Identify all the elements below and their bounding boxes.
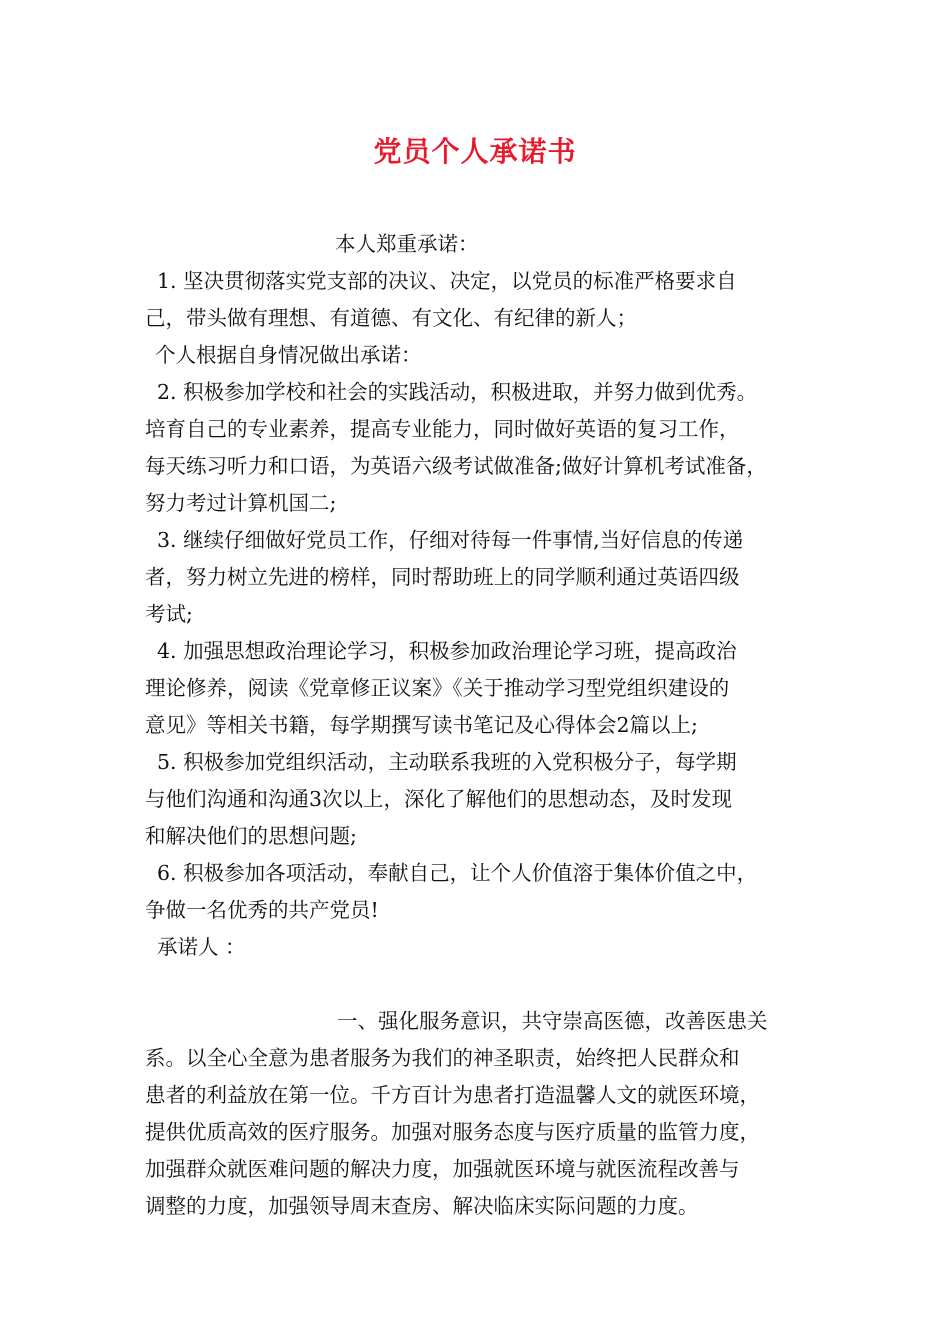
blank-gap: [145, 966, 829, 1003]
intro-line: 本人郑重承诺：: [335, 232, 479, 256]
pledge-item-4-line-1: 4. 加强思想政治理论学习，积极参加政治理论学习班，提高政治: [157, 639, 737, 663]
pledge-item-6-line-1: 6. 积极参加各项活动，奉献自己，让个人价值溶于集体价值之中，: [157, 861, 758, 885]
section-1-line-6: 调整的力度，加强领导周末查房、解决临床实际问题的力度。: [145, 1194, 699, 1218]
pledge-item-3-line-1: 3. 继续仔细做好党员工作，仔细对待每一件事情,当好信息的传递: [157, 528, 744, 552]
pledge-item-2-line-4: 努力考过计算机国二;: [145, 491, 337, 515]
pledge-item-4-line-2: 理论修养，阅读《党章修正议案》《关于推动学习型党组织建设的: [145, 676, 730, 700]
document-body: [145, 226, 829, 1225]
pledge-item-6-line-2: 争做一名优秀的共产党员!: [145, 898, 379, 922]
pledge-item-3-line-3: 考试;: [145, 602, 193, 626]
pledge-item-2-line-1: 2. 积极参加学校和社会的实践活动，积极进取，并努力做到优秀。: [157, 380, 758, 404]
pledge-item-2-line-2: 培育自己的专业素养，提高专业能力，同时做好英语的复习工作，: [145, 417, 740, 441]
pledge-item-3-line-2: 者，努力树立先进的榜样，同时帮助班上的同学顺利通过英语四级: [145, 565, 740, 589]
pledge-item-5-line-3: 和解决他们的思想问题;: [145, 824, 357, 848]
section-1-line-3: 患者的利益放在第一位。千方百计为患者打造温馨人文的就医环境，: [145, 1083, 760, 1107]
pledge-item-1-line-2: 己，带头做有理想、有道德、有文化、有纪律的新人；: [145, 306, 637, 330]
pledge-item-4-line-3: 意见》等相关书籍，每学期撰写读书笔记及心得体会2篇以上;: [145, 713, 698, 737]
section-1-line-2: 系。以全心全意为患者服务为我们的神圣职责，始终把人民群众和: [145, 1046, 740, 1070]
sub-intro-line: 个人根据自身情况做出承诺：: [155, 343, 422, 367]
pledge-item-2-line-3: 每天练习听力和口语，为英语六级考试做准备;做好计算机考试准备，: [145, 454, 767, 478]
document-title: 党员个人承诺书: [373, 135, 577, 168]
pledge-item-5-line-2: 与他们沟通和沟通3次以上，深化了解他们的思想动态，及时发现: [145, 787, 733, 811]
pledge-item-1-line-1: 1. 坚决贯彻落实党支部的决议、决定，以党员的标准严格要求自: [157, 269, 737, 293]
pledge-item-5-line-1: 5. 积极参加党组织活动，主动联系我班的入党积极分子，每学期: [157, 750, 737, 774]
signer-line: 承诺人 ：: [157, 935, 246, 959]
section-1-line-5: 加强群众就医难问题的解决力度，加强就医环境与就医流程改善与: [145, 1157, 740, 1181]
section-1-line-4: 提供优质高效的医疗服务。加强对服务态度与医疗质量的监管力度，: [145, 1120, 760, 1144]
section-1-line-1: 一、强化服务意识，共守崇高医德，改善医患关: [337, 1009, 768, 1033]
